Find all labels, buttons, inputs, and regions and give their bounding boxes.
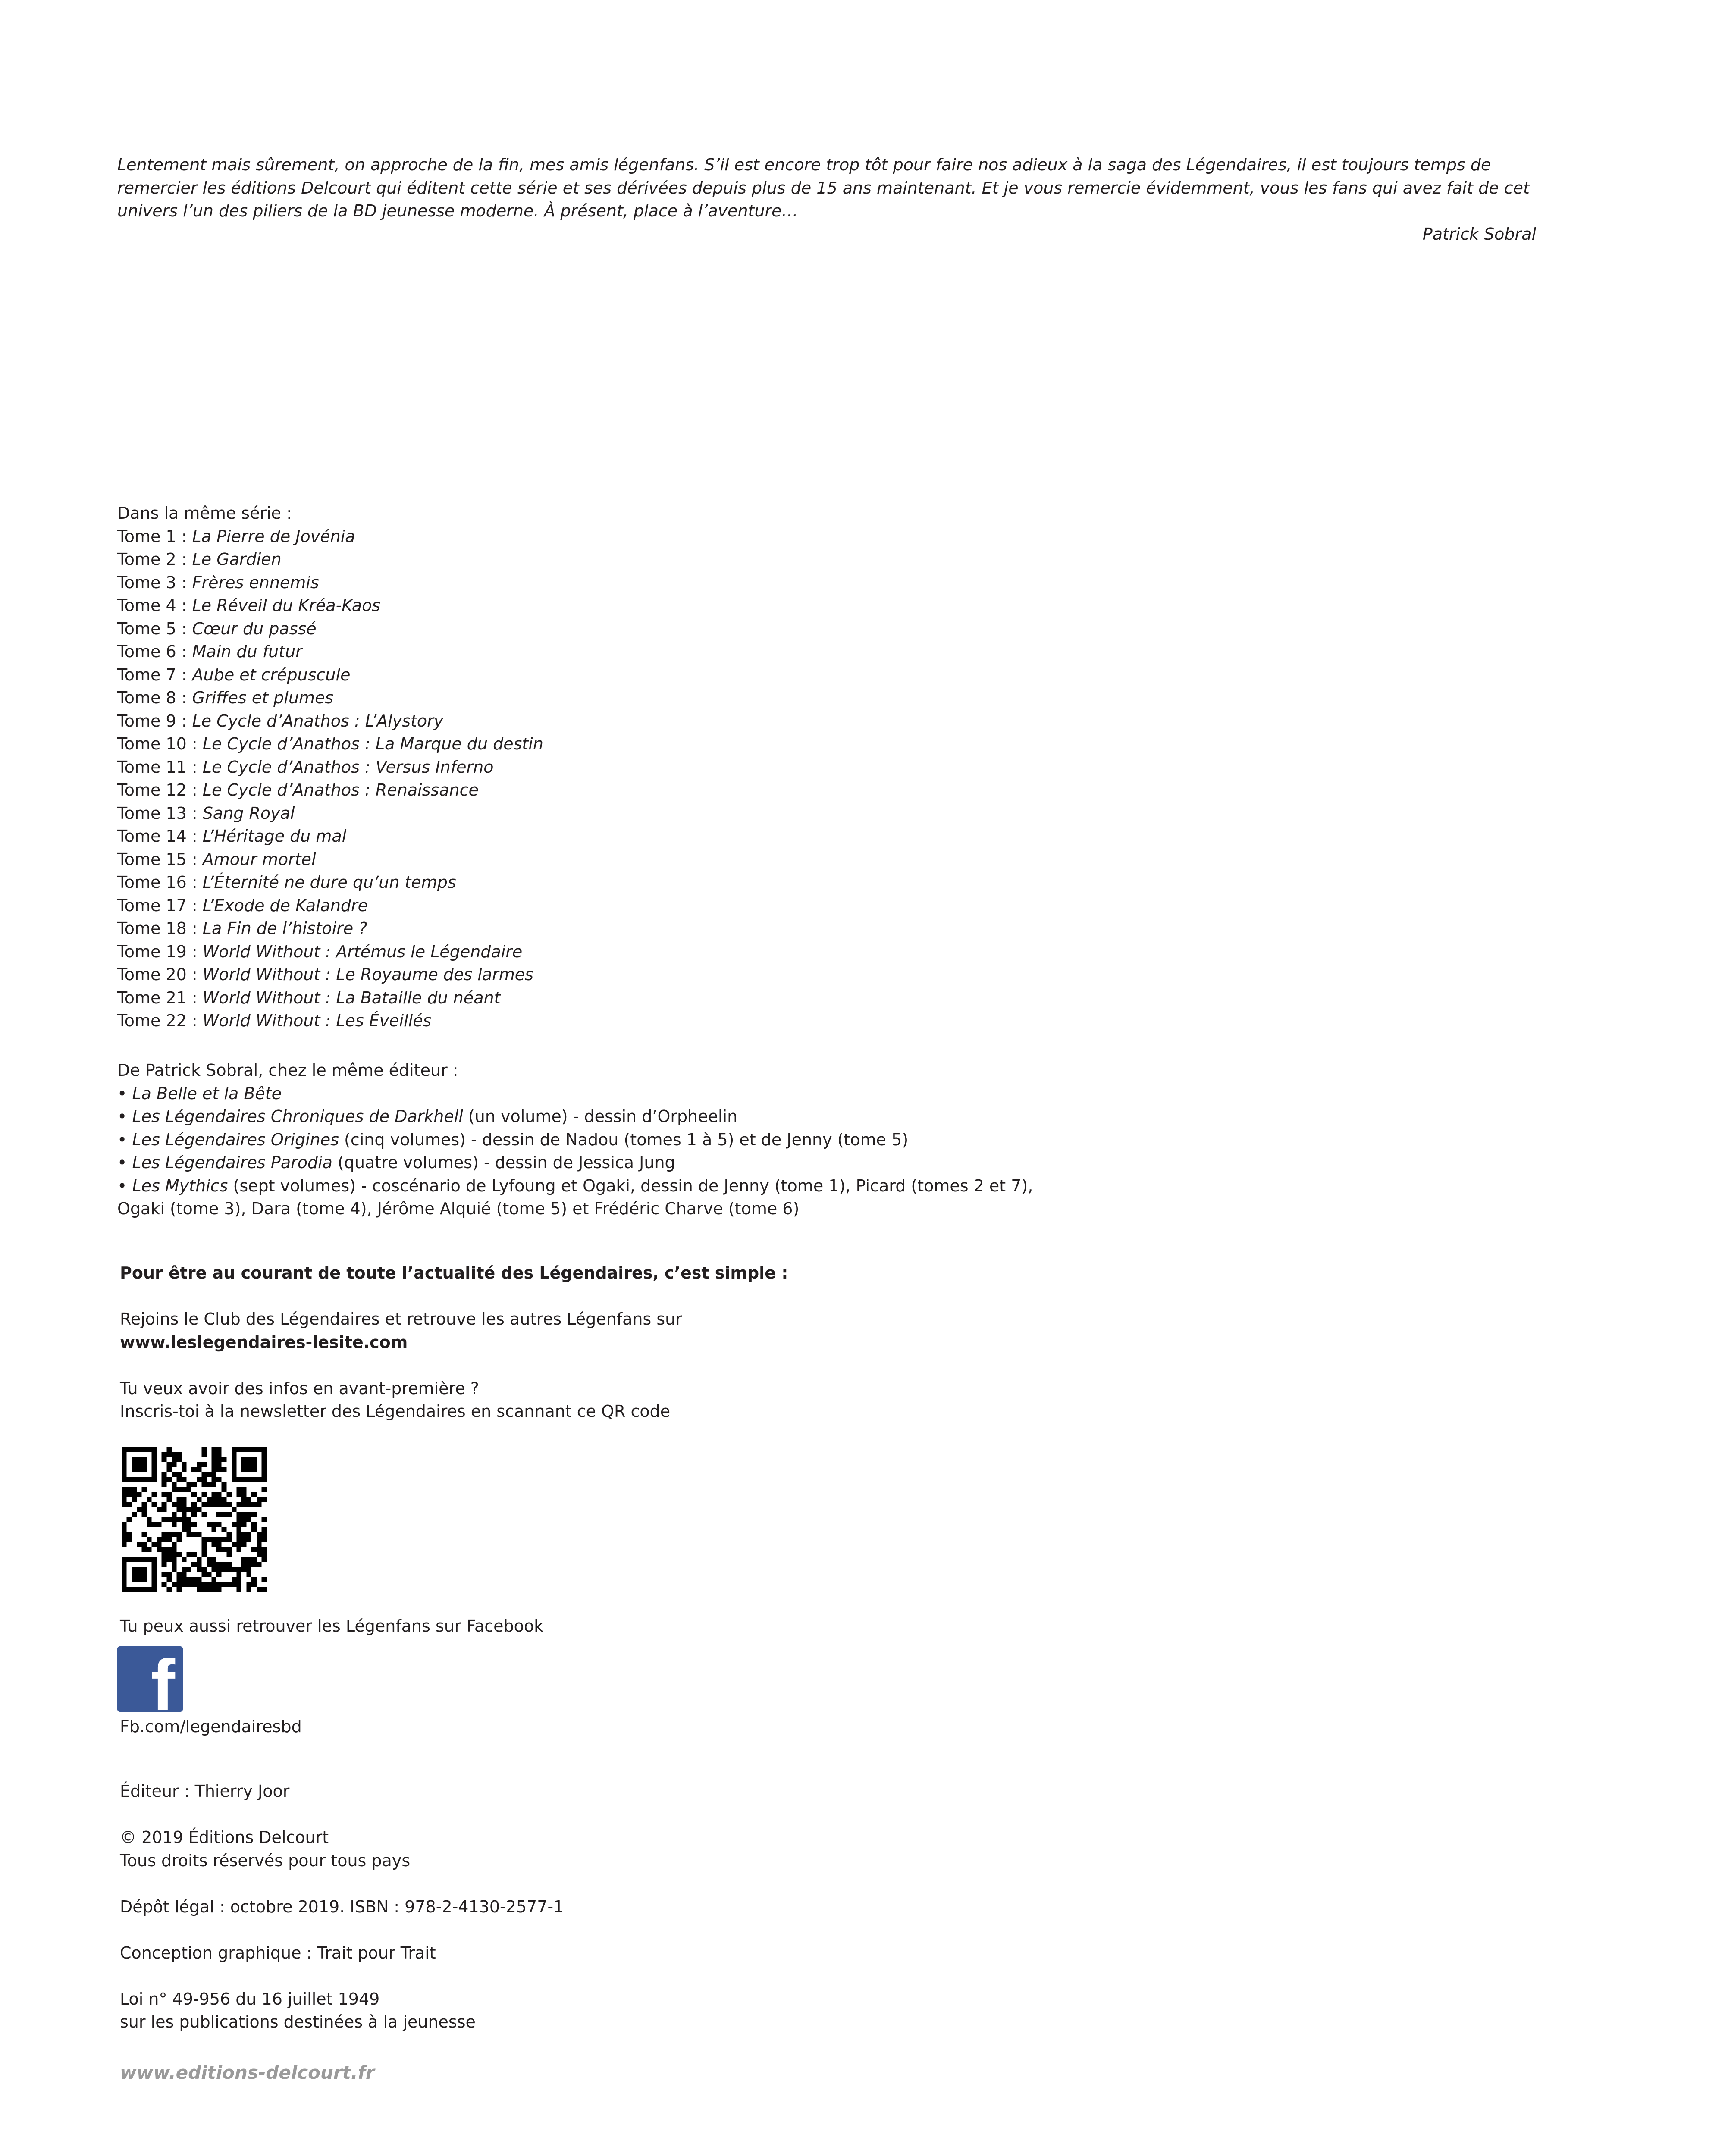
other-work-rest: (un volume) - dessin d’Orpheelin	[463, 1107, 738, 1126]
tome-label: Tome 16 :	[117, 873, 203, 892]
rights-line: Tous droits réservés pour tous pays	[120, 1851, 411, 1870]
tome-label: Tome 21 :	[117, 988, 203, 1007]
author-note	[117, 154, 1536, 246]
deposit-line: Dépôt légal : octobre 2019. ISBN : 978-2-4130-2577-1	[120, 1897, 564, 1916]
tome-label: Tome 13 :	[117, 803, 203, 823]
tome-title: Aube et crépuscule	[192, 665, 351, 684]
tome-item	[117, 894, 543, 918]
tome-label: Tome 19 :	[117, 942, 203, 961]
series-list	[117, 502, 543, 1033]
tome-item	[117, 548, 543, 571]
author-note-text: Lentement mais sûrement, on approche de la fin, mes amis légenfans. S’il est encore trop tôt pour faire nos adieux à la saga des Légendaires, il est toujours temps de remercier les éditions Delcourt qui éditent cette série et ses dérivées depuis plus de 15 ans maintenant. Et je vous remercie évidemment, vous les fans qui avez fait de cet univers l’un des piliers de la BD jeunesse moderne. À présent, place à l’aventure…	[117, 155, 1530, 220]
other-work-rest: (quatre volumes) - dessin de Jessica Jung	[332, 1153, 675, 1172]
tome-title: L’Éternité ne dure qu’un temps	[202, 873, 456, 892]
other-work-item	[117, 1105, 1033, 1128]
law-line: Loi n° 49-956 du 16 juillet 1949	[120, 1989, 380, 2009]
tome-title: Frères ennemis	[192, 573, 319, 592]
series-heading: Dans la même série :	[117, 504, 292, 523]
other-work-rest: (sept volumes) - coscénario de Lyfoung et Ogaki, dessin de Jenny (tome 1), Picard (tomes 2 et 7),	[228, 1176, 1033, 1195]
tome-item	[117, 940, 543, 964]
tome-label: Tome 7 :	[117, 665, 192, 684]
other-work-title: Les Mythics	[132, 1176, 228, 1195]
tome-label: Tome 6 :	[117, 642, 192, 661]
tome-label: Tome 8 :	[117, 688, 192, 707]
tome-item	[117, 871, 543, 894]
tome-list	[117, 525, 543, 1033]
tome-title: L’Exode de Kalandre	[202, 896, 368, 915]
tome-label: Tome 12 :	[117, 780, 203, 799]
newsletter-line: Inscris-toi à la newsletter des Légendaires en scannant ce QR code	[120, 1402, 671, 1421]
other-work-title: Les Légendaires Chroniques de Darkhell	[132, 1107, 463, 1126]
tome-item	[117, 848, 543, 871]
tome-label: Tome 18 :	[117, 919, 203, 938]
tome-title: Le Cycle d’Anathos : L’Alystory	[192, 711, 444, 730]
tome-label: Tome 5 :	[117, 619, 192, 638]
tome-item	[117, 710, 543, 733]
other-work-rest: (cinq volumes) - dessin de Nadou (tomes 1 à 5) et de Jenny (tome 5)	[339, 1130, 909, 1149]
other-work-bullet: •	[117, 1107, 132, 1126]
club-url-link[interactable]: www.leslegendaires-lesite.com	[120, 1332, 408, 1352]
author-signature: Patrick Sobral	[1422, 224, 1536, 244]
other-work-title: Les Légendaires Origines	[132, 1130, 339, 1149]
other-work-title: Les Légendaires Parodia	[132, 1153, 332, 1172]
tome-item	[117, 571, 543, 595]
tome-title: Griffes et plumes	[192, 688, 334, 707]
design-line: Conception graphique : Trait pour Trait	[120, 1943, 436, 1962]
other-work-bullet: •	[117, 1153, 132, 1172]
club-line: Rejoins le Club des Légendaires et retrouve les autres Légenfans sur	[120, 1310, 682, 1329]
news-section	[120, 1262, 788, 1423]
tome-label: Tome 15 :	[117, 849, 203, 869]
tome-title: Sang Royal	[202, 803, 295, 823]
tome-title: Amour mortel	[202, 849, 316, 869]
tome-title: La Fin de l’histoire ?	[202, 919, 367, 938]
other-work-bullet: •	[117, 1084, 132, 1103]
tome-label: Tome 4 :	[117, 596, 192, 615]
tome-title: Le Gardien	[192, 550, 282, 569]
tome-title: World Without : La Bataille du néant	[202, 988, 501, 1007]
tome-label: Tome 22 :	[117, 1011, 203, 1030]
tome-item	[117, 987, 543, 1010]
facebook-icon[interactable]: f	[117, 1646, 183, 1712]
tome-label: Tome 10 :	[117, 734, 203, 753]
tome-title: Main du futur	[192, 642, 302, 661]
tome-label: Tome 2 :	[117, 550, 192, 569]
qr-code-icon[interactable]	[122, 1447, 267, 1592]
tome-title: Le Réveil du Kréa-Kaos	[192, 596, 381, 615]
tome-item	[117, 917, 543, 940]
other-works	[117, 1059, 1033, 1221]
website-link[interactable]: www.editions-delcourt.fr	[120, 2062, 375, 2083]
news-heading: Pour être au courant de toute l’actualité des Légendaires, c’est simple :	[120, 1263, 788, 1282]
other-work-item	[117, 1151, 1033, 1175]
copyright-line: © 2019 Éditions Delcourt	[120, 1828, 329, 1847]
tome-label: Tome 14 :	[117, 827, 203, 846]
tome-item	[117, 640, 543, 664]
other-works-continuation: Ogaki (tome 3), Dara (tome 4), Jérôme Alquié (tome 5) et Frédéric Charve (tome 6)	[117, 1199, 800, 1218]
tome-label: Tome 1 :	[117, 526, 192, 546]
tome-item	[117, 963, 543, 987]
tome-title: L’Héritage du mal	[202, 827, 347, 846]
tome-label: Tome 3 :	[117, 573, 192, 592]
facebook-url-link[interactable]: Fb.com/legendairesbd	[120, 1717, 302, 1736]
tome-item	[117, 594, 543, 617]
tome-item	[117, 802, 543, 825]
preview-line: Tu veux avoir des infos en avant-première ?	[120, 1379, 479, 1398]
tome-item	[117, 825, 543, 848]
editor-line: Éditeur : Thierry Joor	[120, 1782, 290, 1801]
tome-title: World Without : Artémus le Légendaire	[202, 942, 523, 961]
tome-label: Tome 11 :	[117, 757, 203, 777]
tome-item	[117, 525, 543, 548]
tome-title: World Without : Le Royaume des larmes	[202, 965, 533, 984]
tome-item	[117, 1009, 543, 1033]
tome-title: Le Cycle d’Anathos : La Marque du destin	[202, 734, 543, 753]
law-detail-line: sur les publications destinées à la jeunesse	[120, 2012, 476, 2031]
other-work-title: La Belle et la Bête	[132, 1084, 282, 1103]
tome-label: Tome 20 :	[117, 965, 203, 984]
legal-section	[120, 1780, 564, 2034]
tome-item	[117, 686, 543, 710]
other-work-bullet: •	[117, 1130, 132, 1149]
tome-label: Tome 9 :	[117, 711, 192, 730]
tome-title: Cœur du passé	[192, 619, 317, 638]
other-works-list	[117, 1082, 1033, 1198]
tome-item	[117, 617, 543, 641]
other-work-item	[117, 1128, 1033, 1152]
tome-title: Le Cycle d’Anathos : Versus Inferno	[202, 757, 494, 777]
tome-title: La Pierre de Jovénia	[192, 526, 355, 546]
other-work-item	[117, 1082, 1033, 1106]
other-work-item	[117, 1175, 1033, 1198]
other-works-heading: De Patrick Sobral, chez le même éditeur :	[117, 1061, 458, 1080]
tome-item	[117, 779, 543, 802]
tome-label: Tome 17 :	[117, 896, 203, 915]
tome-item	[117, 733, 543, 756]
tome-title: Le Cycle d’Anathos : Renaissance	[202, 780, 479, 799]
tome-title: World Without : Les Éveillés	[202, 1011, 432, 1030]
facebook-line: Tu peux aussi retrouver les Légenfans sur Facebook	[120, 1617, 544, 1636]
tome-item	[117, 664, 543, 687]
tome-item	[117, 756, 543, 779]
other-work-bullet: •	[117, 1176, 132, 1195]
